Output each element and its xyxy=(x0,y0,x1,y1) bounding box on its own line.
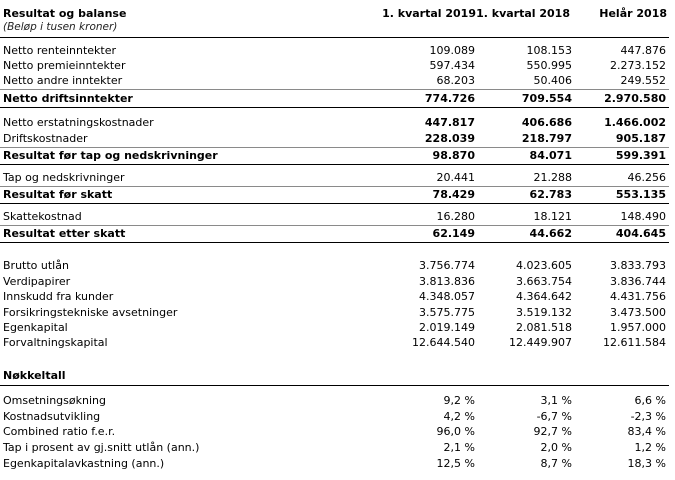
value-year-2018: 83,4 % xyxy=(627,425,666,438)
value-year-2018: 1.957.000 xyxy=(610,321,666,334)
row-label: Brutto utlån xyxy=(3,259,69,272)
row-label: Resultat før tap og nedskrivninger xyxy=(3,149,218,162)
value-year-2018: 3.833.793 xyxy=(610,259,666,272)
value-year-2018: 2.273.152 xyxy=(610,59,666,72)
value-q1-2019: 20.441 xyxy=(436,171,475,184)
value-q1-2018: -6,7 % xyxy=(536,410,572,423)
value-year-2018: 599.391 xyxy=(615,149,666,162)
row-label: Netto andre inntekter xyxy=(3,74,123,87)
value-q1-2019: 2.019.149 xyxy=(419,321,475,334)
row-label: Egenkapital xyxy=(3,321,68,334)
value-year-2018: 447.876 xyxy=(620,44,666,57)
table-row-total xyxy=(3,91,669,106)
value-year-2018: 1,2 % xyxy=(634,441,666,454)
value-q1-2018: 21.288 xyxy=(533,171,572,184)
value-year-2018: 905.187 xyxy=(615,132,666,145)
value-q1-2018: 3.663.754 xyxy=(516,275,572,288)
row-label: Verdipapirer xyxy=(3,275,71,288)
value-q1-2018: 84.071 xyxy=(529,149,572,162)
value-q1-2019: 774.726 xyxy=(424,92,475,105)
value-year-2018: 3.473.500 xyxy=(610,306,666,319)
value-q1-2018: 4.364.642 xyxy=(516,290,572,303)
table-row xyxy=(3,115,669,130)
table-row xyxy=(3,274,669,289)
value-q1-2018: 3.519.132 xyxy=(516,306,572,319)
table-header xyxy=(3,6,669,21)
value-q1-2018: 4.023.605 xyxy=(516,259,572,272)
section-divider xyxy=(0,203,669,204)
row-label: Netto renteinntekter xyxy=(3,44,117,57)
row-label: Egenkapitalavkastning (ann.) xyxy=(3,457,165,470)
section-divider xyxy=(0,385,669,386)
value-q1-2019: 109.089 xyxy=(429,44,475,57)
value-q1-2018: 62.783 xyxy=(529,188,572,201)
value-q1-2018: 709.554 xyxy=(521,92,572,105)
table-row xyxy=(3,73,669,88)
value-q1-2019: 98.870 xyxy=(432,149,475,162)
value-q1-2019: 68.203 xyxy=(436,74,475,87)
table-subtitle xyxy=(3,20,669,35)
row-label: Omsetningsøkning xyxy=(3,394,106,407)
value-year-2018: 553.135 xyxy=(615,188,666,201)
value-q1-2018: 92,7 % xyxy=(533,425,572,438)
value-year-2018: 12.611.584 xyxy=(603,336,666,349)
key-figures-title: Nøkkeltall xyxy=(3,369,66,382)
value-q1-2019: 78.429 xyxy=(432,188,475,201)
table-row xyxy=(3,393,669,408)
value-q1-2019: 96,0 % xyxy=(436,425,475,438)
table-row xyxy=(3,170,669,185)
table-row xyxy=(3,440,669,455)
amount-unit-note: (Beløp i tusen kroner) xyxy=(3,21,118,33)
value-q1-2018: 550.995 xyxy=(526,59,572,72)
value-q1-2018: 108.153 xyxy=(526,44,572,57)
value-q1-2018: 12.449.907 xyxy=(509,336,572,349)
table-row xyxy=(3,456,669,471)
value-q1-2019: 597.434 xyxy=(429,59,475,72)
table-row xyxy=(3,424,669,439)
row-label: Forsikringstekniske avsetninger xyxy=(3,306,178,319)
value-q1-2018: 3,1 % xyxy=(540,394,572,407)
row-label: Netto premieinntekter xyxy=(3,59,126,72)
table-row-total xyxy=(3,226,669,241)
value-q1-2019: 3.813.836 xyxy=(419,275,475,288)
value-year-2018: 249.552 xyxy=(620,74,666,87)
value-q1-2019: 12,5 % xyxy=(436,457,475,470)
table-row xyxy=(3,409,669,424)
table-row xyxy=(3,209,669,224)
value-year-2018: 404.645 xyxy=(615,227,666,240)
section-divider xyxy=(0,164,669,165)
value-q1-2019: 2,1 % xyxy=(443,441,475,454)
row-label: Tap i prosent av gj.snitt utlån (ann.) xyxy=(3,441,200,454)
value-q1-2019: 3.575.775 xyxy=(419,306,475,319)
value-year-2018: 46.256 xyxy=(627,171,666,184)
section-divider xyxy=(0,242,669,243)
value-q1-2018: 8,7 % xyxy=(540,457,572,470)
value-q1-2018: 18.121 xyxy=(533,210,572,223)
value-year-2018: 148.490 xyxy=(620,210,666,223)
table-row-total xyxy=(3,148,669,163)
value-year-2018: 6,6 % xyxy=(634,394,666,407)
value-q1-2018: 2.081.518 xyxy=(516,321,572,334)
table-title: Resultat og balanse xyxy=(3,7,127,20)
column-header-q1-2019: 1. kvartal 2019 xyxy=(382,7,476,20)
value-q1-2019: 4,2 % xyxy=(443,410,475,423)
column-header-q1-2018: 1. kvartal 2018 xyxy=(476,7,570,20)
section-divider xyxy=(0,107,669,108)
value-year-2018: 2.970.580 xyxy=(604,92,666,105)
row-label: Resultat før skatt xyxy=(3,188,113,201)
value-q1-2019: 447.817 xyxy=(424,116,475,129)
table-row-total xyxy=(3,187,669,202)
value-q1-2019: 9,2 % xyxy=(443,394,475,407)
row-label: Forvaltningskapital xyxy=(3,336,108,349)
table-row xyxy=(3,305,669,320)
row-label: Skattekostnad xyxy=(3,210,82,223)
value-q1-2018: 218.797 xyxy=(521,132,572,145)
row-label: Kostnadsutvikling xyxy=(3,410,101,423)
value-q1-2018: 50.406 xyxy=(533,74,572,87)
header-divider xyxy=(0,37,669,38)
value-q1-2018: 406.686 xyxy=(521,116,572,129)
value-q1-2018: 44.662 xyxy=(529,227,572,240)
value-year-2018: 4.431.756 xyxy=(610,290,666,303)
row-label: Combined ratio f.e.r. xyxy=(3,425,116,438)
table-row xyxy=(3,258,669,273)
table-row xyxy=(3,58,669,73)
row-label: Innskudd fra kunder xyxy=(3,290,114,303)
value-year-2018: 1.466.002 xyxy=(604,116,666,129)
row-label: Driftskostnader xyxy=(3,132,88,145)
column-header-year-2018: Helår 2018 xyxy=(599,7,667,20)
value-year-2018: 18,3 % xyxy=(627,457,666,470)
value-q1-2019: 3.756.774 xyxy=(419,259,475,272)
row-label: Netto erstatningskostnader xyxy=(3,116,154,129)
row-divider xyxy=(0,89,669,90)
table-row xyxy=(3,43,669,58)
key-figures-header xyxy=(3,368,669,383)
value-q1-2019: 12.644.540 xyxy=(412,336,475,349)
value-q1-2019: 228.039 xyxy=(424,132,475,145)
row-label: Tap og nedskrivninger xyxy=(3,171,125,184)
table-row xyxy=(3,320,669,335)
value-q1-2018: 2,0 % xyxy=(540,441,572,454)
value-q1-2019: 4.348.057 xyxy=(419,290,475,303)
value-year-2018: -2,3 % xyxy=(630,410,666,423)
table-row xyxy=(3,131,669,146)
value-q1-2019: 16.280 xyxy=(436,210,475,223)
row-label: Resultat etter skatt xyxy=(3,227,126,240)
row-label: Netto driftsinntekter xyxy=(3,92,133,105)
table-row xyxy=(3,289,669,304)
value-q1-2019: 62.149 xyxy=(432,227,475,240)
table-row xyxy=(3,335,669,350)
value-year-2018: 3.836.744 xyxy=(610,275,666,288)
